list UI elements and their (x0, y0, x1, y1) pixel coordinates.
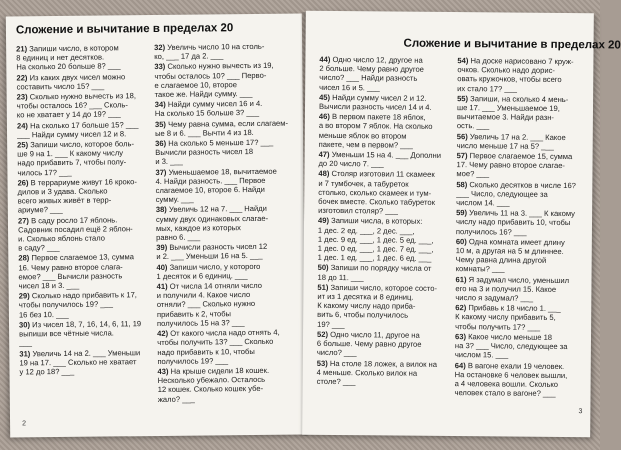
exercise-number: 41) (156, 281, 168, 292)
exercise-item (17, 91, 147, 120)
exercise-text: Сколько нужно вычесть из 19, чтобы осталось 10? ___ Перво- е слагаемое 10, второе такое же. Найди сумму. ___ (154, 61, 274, 100)
exercise-item (156, 242, 296, 262)
exercise-number: 57) (456, 151, 468, 161)
exercise-text: Запиши число, которое боль- ше 9 на 1. ___ К какому числу надо прибавить 7, чтобы полу- чилось 17? ___ (17, 139, 135, 178)
exercise-text: Увеличь 14 на 2. ___ Уменьши 19 на 17. ___ Сколько не хватает у 12 до 18? ___ (19, 347, 141, 377)
exercise-text: Прибавь к 18 число 1. ___ К какому числу прибавить 5, чтобы получить 17? ___ (455, 303, 561, 332)
exercise-text: В террариуме живут 16 кроко- дилов и 3 удава. Сколько всего живых живёт в терр- ариуме? ___ (17, 177, 137, 215)
exercise-item (19, 319, 149, 348)
exercise-item (154, 42, 294, 62)
exercise-number: 27) (17, 215, 29, 226)
exercise-text: Увеличь 17 на 2. ___ Какое число меньше 17 на 5? ___ (456, 131, 566, 151)
exercise-item (17, 120, 147, 140)
exercise-number: 32) (154, 42, 166, 53)
exercise-text: Запиши число, у которого 1 десяток и 6 единиц. ___ (156, 261, 261, 281)
exercise-column (317, 55, 454, 388)
exercise-item (317, 283, 451, 330)
exercise-number: 51) (317, 282, 329, 292)
exercise-number: 24) (16, 120, 28, 131)
exercise-number: 47) (318, 149, 330, 159)
exercise-number: 28) (18, 253, 30, 263)
exercise-item (156, 204, 296, 242)
exercise-text: Увеличь 11 на 3. ___ К какому числу надо прибавить 10, чтобы получилось 16? ___ (455, 208, 575, 237)
exercise-number: 61) (455, 274, 467, 284)
exercise-text: От какого числа надо отнять 4, чтобы получить 13? ___ Сколько надо прибавить к 10, чтобы получилось 19? ___ (157, 327, 280, 366)
exercise-number: 38) (155, 205, 167, 215)
exercise-item (317, 263, 451, 283)
exercise-item (18, 253, 148, 291)
page-title: Сложение и вычитание в пределах 20 (15, 22, 234, 37)
exercise-item (19, 348, 149, 377)
exercise-text: Уменьши 15 на 4. ___ Дополни до 20 число 7. ___ (318, 150, 442, 169)
exercise-text: В вагоне ехали 19 человек. На остановке 6 человек вышли, а 4 человека вошли. Сколько человек стало в вагоне? ___ (454, 360, 568, 399)
exercise-item (457, 132, 587, 152)
exercise-text: Из каких двух чисел можно составить число 15? ___ (16, 71, 126, 92)
exercise-item (155, 138, 295, 167)
exercise-item (155, 118, 295, 138)
exercise-text: Сколько надо прибавить к 17, чтобы получилось 19? ___ 16 без 10. ___ (18, 290, 137, 320)
exercise-item (16, 43, 146, 72)
exercise-number: 23) (16, 92, 28, 102)
exercise-text: Какое число меньше 18 на 3? ___ Число, следующее за числом 15. ___ (454, 332, 568, 360)
exercise-item (17, 177, 147, 215)
exercise-column (16, 43, 149, 377)
exercise-item (157, 281, 297, 328)
exercise-number: 52) (316, 329, 329, 339)
exercise-text: Запиши число, в котором 8 единиц и нет десятков. На сколько 20 больше 8? ___ (16, 43, 121, 72)
exercise-number: 48) (318, 169, 330, 179)
exercise-item (157, 328, 297, 366)
exercise-number: 62) (455, 303, 467, 313)
exercise-text: В саду росло 17 яблонь. Садовник посадил ещё 2 яблон- и. Сколько яблонь стало в саду? ___ (17, 215, 133, 253)
exercise-text: На крыше сидели 18 кошек. Несколько убежало. Осталось 12 кошек. Сколько кошек убе- жало? ___ (157, 365, 270, 404)
exercise-text: Увеличь 12 на 7. ___ Найди сумму двух одинаковых слагае- мых, каждое из которых равно 6. ___ (155, 204, 269, 243)
exercise-number: 56) (456, 131, 468, 141)
exercise-text: Запиши число, которое состо- ит из 1 десятка и 8 единиц. К какому числу надо приба- вить 6, чтобы получилось 19? ___ (317, 282, 438, 329)
exercise-number: 37) (155, 167, 167, 177)
exercise-text: На сколько 5 меньше 17? ___ Вычисли разность чисел 18 и 3. ___ (155, 137, 274, 167)
exercise-item (318, 216, 452, 263)
exercise-number: 49) (317, 216, 330, 226)
exercise-number: 35) (154, 119, 166, 129)
exercise-number: 40) (156, 262, 168, 272)
exercise-text: Чему равна сумма, если слагаем- ые 8 и 6. ___ Вычти 4 из 18. (154, 118, 289, 138)
exercise-number: 60) (455, 236, 467, 247)
left-page (6, 13, 306, 437)
exercise-text: Увеличь число 10 на столь- ко, ___ 17 да 2. ___ (154, 41, 265, 62)
exercise-item (456, 151, 586, 180)
exercise-text: Сколько нужно вычесть из 18, чтобы осталось 16? ___ Сколь- ко не хватает у 14 до 19? ___ (16, 91, 136, 120)
exercise-item (455, 303, 585, 332)
exercise-number: 53) (316, 358, 328, 368)
exercise-text: Запиши числа, в которых: 1 дес. 2 ед. ___, 2 дес. ___, 1 дес. 9 ед. ___, 1 дес. 5 ед. ___, 1 дес. 0 ед. ___, 1 дес. 7 ед. ___, 1 дес. 1 ед. ___, 1 дес. 6 ед. ___ (317, 216, 434, 264)
exercise-text: Найди сумму чисел 16 и 4. На сколько 15 больше 3? ___ (154, 99, 263, 119)
exercise-text: На сколько 17 больше 15? ___ ___ Найди сумму чисел 12 и 8. (16, 119, 139, 140)
exercise-item (318, 169, 452, 216)
exercise-number: 64) (454, 360, 466, 370)
exercise-number: 63) (454, 331, 467, 342)
exercise-item (457, 56, 587, 94)
exercise-text: Одно число 11, другое на 6 больше. Чему равно другое число? ___ (316, 329, 422, 358)
exercise-number: 45) (319, 92, 331, 102)
exercise-item (454, 361, 584, 399)
exercise-number: 39) (156, 243, 168, 253)
exercise-item (456, 237, 586, 275)
exercise-item (16, 72, 146, 92)
exercise-text: Я задумал число, уменьшил его на 3 и получил 15. Какое число я задумал? ___ (455, 274, 570, 303)
exercise-column (454, 56, 587, 399)
exercise-text: Вычисли разность чисел 12 и 2. ___ Уменьши 16 на 5. ___ (156, 242, 268, 262)
exercise-number: 26) (17, 178, 29, 188)
exercise-number: 43) (157, 366, 169, 376)
exercise-item (318, 150, 452, 170)
exercise-item (457, 94, 587, 132)
exercise-item (455, 275, 585, 304)
exercise-text: На доске нарисовано 7 круж- очков. Сколько надо дорис- овать кружочков, чтобы всего их стало 17? ___ (457, 56, 574, 94)
page-number: 3 (578, 408, 583, 416)
exercise-item (317, 330, 451, 359)
exercise-item (155, 99, 295, 119)
exercise-text: Первое слагаемое 15, сумма 17. Чему равно второе слагае- мое? ___ (456, 151, 573, 179)
exercise-text: Запиши, на сколько 4 мень- ше 17. ___ Уменьшаемое 19, вычитаемое 3. Найди разн- ость. ___ (456, 94, 569, 131)
exercise-item (19, 290, 149, 319)
exercise-number: 29) (18, 291, 30, 301)
exercise-text: Запиши по порядку числа от 18 до 11. ___ (317, 263, 432, 282)
exercise-number: 55) (457, 93, 469, 103)
exercise-item (455, 332, 585, 361)
right-page (302, 11, 621, 437)
exercise-number: 36) (155, 138, 167, 149)
exercise-text: В первом пакете 18 яблок, а во втором 7 яблок. На сколько меньше яблок во втором пакете, чем в первом? ___ (318, 112, 433, 150)
exercise-text: Найди сумму чисел 2 и 12. Вычисли разность чисел 14 и 4. (318, 92, 432, 112)
exercise-text: Одна комната имеет длину 10 м, а другая на 5 м длиннее. Чему равна длина другой комнаты? ___ (455, 237, 565, 274)
exercise-text: Столяр изготовил 11 скамеек и 7 тумбочек, а табуреток столько, сколько скамеек и тум- бочек вместе. Сколько табуреток изготовил столяр? ___ (318, 169, 435, 216)
exercise-number: 25) (17, 140, 29, 150)
exercise-item (155, 166, 295, 204)
exercise-text: От числа 14 отняли число и получили 4. Какое число отняли? ___ Сколько нужно прибавить к 2, чтобы получилось 15 на 3? ___ (156, 280, 262, 328)
exercise-number: 44) (319, 54, 331, 64)
exercise-column (154, 42, 298, 405)
exercise-item (156, 261, 296, 281)
exercise-number: 31) (19, 348, 31, 358)
exercise-number: 46) (318, 112, 330, 122)
page-number: 2 (22, 420, 27, 428)
exercise-number: 54) (457, 56, 469, 66)
exercise-text: Из чисел 18, 7, 16, 14, 6, 11, 19 выпиши все чётные числа. ___ (19, 319, 142, 348)
exercise-item (154, 61, 294, 99)
exercise-text: Сколько десятков в числе 16? ___ Число, следующее за числом 14. ___ (456, 179, 576, 208)
exercise-item (456, 208, 586, 237)
exercise-number: 42) (157, 328, 169, 339)
exercise-item (18, 215, 148, 253)
exercise-number: 33) (154, 62, 166, 72)
exercise-item (157, 365, 297, 403)
exercise-item (456, 180, 586, 209)
exercise-item (17, 139, 147, 177)
exercise-item (319, 112, 453, 150)
exercise-item (319, 93, 453, 113)
exercise-number: 50) (317, 263, 329, 273)
exercise-number: 30) (18, 320, 31, 330)
exercise-number: 22) (16, 72, 28, 83)
exercise-text: На столе 18 ложек, а вилок на 4 меньше. Сколько вилок на столе? ___ (316, 358, 438, 387)
exercise-number: 59) (456, 208, 468, 218)
exercise-text: Уменьшаемое 18, вычитаемое 4. Найди разность. ___ Первое слагаемое 10, второе 6. Найди сумму. ___ (155, 166, 277, 205)
exercise-number: 21) (16, 44, 28, 54)
exercise-number: 58) (456, 179, 468, 189)
page-title: Сложение и вычитание в пределах 20 (403, 37, 621, 52)
exercise-text: Первое слагаемое 13, сумма 16. Чему равно второе слага- емое? ___ Вычисли разность чисел 18 и 3. ___ (18, 252, 135, 291)
exercise-item (319, 55, 453, 93)
exercise-text: Одно число 12, другое на 2 больше. Чему равно другое число? ___ Найди разность чисел 16 и 5. ___ (319, 54, 424, 93)
exercise-number: 34) (154, 100, 166, 110)
exercise-item (317, 358, 451, 387)
